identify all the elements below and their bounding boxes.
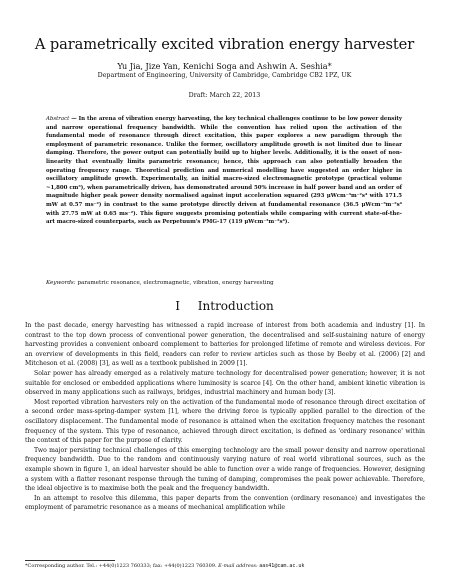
footnote-text: *Corresponding author. Tel.: +44(0)1223 760333; fax: +44(0)1223 760309. bbox=[25, 563, 219, 569]
footnote-email: aas41@cam.ac.uk bbox=[259, 563, 305, 569]
section-title: Introduction bbox=[197, 299, 274, 313]
abstract-label: Abstract bbox=[46, 116, 70, 122]
paragraph: In an attempt to resolve this dilemma, this paper departs from the convention (ordinary resonance) and investigates the employment of parametric resonance as a means of mechanical amplification while bbox=[25, 494, 425, 512]
footnote-rule bbox=[25, 560, 115, 561]
keywords-label: Keywords: bbox=[46, 280, 76, 286]
draft-date: Draft: March 22, 2013 bbox=[188, 92, 261, 99]
author-list: Yu Jia, Jize Yan, Kenichi Soga and Ashwin A. Seshia* bbox=[117, 61, 332, 71]
paragraph: Most reported vibration harvesters rely on the activation of the fundamental mode of resonance through direct excitation of a second order mass-spring-damper system [1], where the driving force is typically applied parallel to the direction of the oscillatory displacement. The fundamental mode of resonance is attained when the excitation frequency matches the resonant frequency of the system. This type of resonance, achieved through direct excitation, is defined as 'ordinary resonance' within the context of this paper for the purpose of clarity. bbox=[25, 398, 425, 445]
section-number: I bbox=[175, 299, 180, 313]
footnote-email-label: E-mail address: bbox=[218, 563, 258, 569]
abstract bbox=[46, 115, 402, 227]
body-text bbox=[25, 321, 425, 513]
abstract-text: — In the arena of vibration energy harvesting, the key technical challenges continue to be low power density and narrow operational frequency bandwidth. While the convention has relied upon the activation of the fundamental mode of resonance through direct excitation, this paper explores a new paradigm through the employment of parametric resonance. Unlike the former, oscillatory amplitude growth is not limited due to linear damping. Therefore, the power output can potentially build up to higher levels. Additionally, it is the onset of non-linearity that eventually limits parametric resonance; hence, this approach can also potentially broaden the operating frequency range. Theoretical prediction and numerical modelling have suggested an order higher in oscillatory amplitude growth. Experimentally, an initial macro-sized electromagnetic prototype (practical volume ~1,800 cm³), when parametrically driven, has demonstrated around 50% increase in half power band and an order of magnitude higher peak power density normalised against input acceleration squared (293 μWcm⁻³m⁻²s⁴ with 171.5 mW at 0.57 ms⁻²) in contrast to the same prototype directly driven at fundamental resonance (36.5 μWcm⁻³m⁻²s⁴ with 27.75 mW at 0.65 ms⁻²). This figure suggests promising potentials while comparing with current state-of-the-art macro-sized counterparts, such as Perpetuum's PMG-17 (119 μWcm⁻³m⁻²s⁴). bbox=[46, 116, 402, 226]
paragraph: In the past decade, energy harvesting has witnessed a rapid increase of interest from both academia and industry [1]. In contrast to the top down process of conventional power generation, the decentralised and self-sustaining nature of energy harvesting provides a convenient onboard complement to batteries for prolonged lifetime of remote and wireless devices. For an overview of developments in this field, readers can refer to review articles such as those by Beeby et al. (2006) [2] and Mitcheson et al. (2008) [3], as well as a textbook published in 2009 [1]. bbox=[25, 322, 425, 368]
affiliation: Department of Engineering, University of Cambridge, Cambridge CB2 1PZ, UK bbox=[97, 72, 352, 79]
keywords bbox=[46, 279, 402, 287]
paragraph: Solar power has already emerged as a relatively mature technology for decentralised power generation; however, it is not suitable for enclosed or embedded applications where luminosity is scarce [4]. On the other hand, ambient kinetic vibration is observed in many applications such as railways, bridges, industrial machinery and human body [3]. bbox=[25, 369, 425, 397]
paragraph: Two major persisting technical challenges of this emerging technology are the small power density and narrow operational frequency bandwidth. Due to the random and continuously varying nature of real world vibrational sources, such as the example shown in figure 1, an ideal harvester should be able to function over a wide range of frequencies. However, designing a system with a flatter resonant response through the tuning of damping, compromises the peak power achievable. Therefore, the ideal objective is to maximise both the peak and the frequency bandwidth. bbox=[25, 446, 425, 493]
section-heading bbox=[0, 299, 449, 313]
keywords-text: parametric resonance, electromagnetic, vibration, energy harvesting bbox=[77, 280, 274, 286]
paper-title: A parametrically excited vibration energy harvester bbox=[34, 36, 415, 53]
footnote bbox=[25, 563, 425, 570]
